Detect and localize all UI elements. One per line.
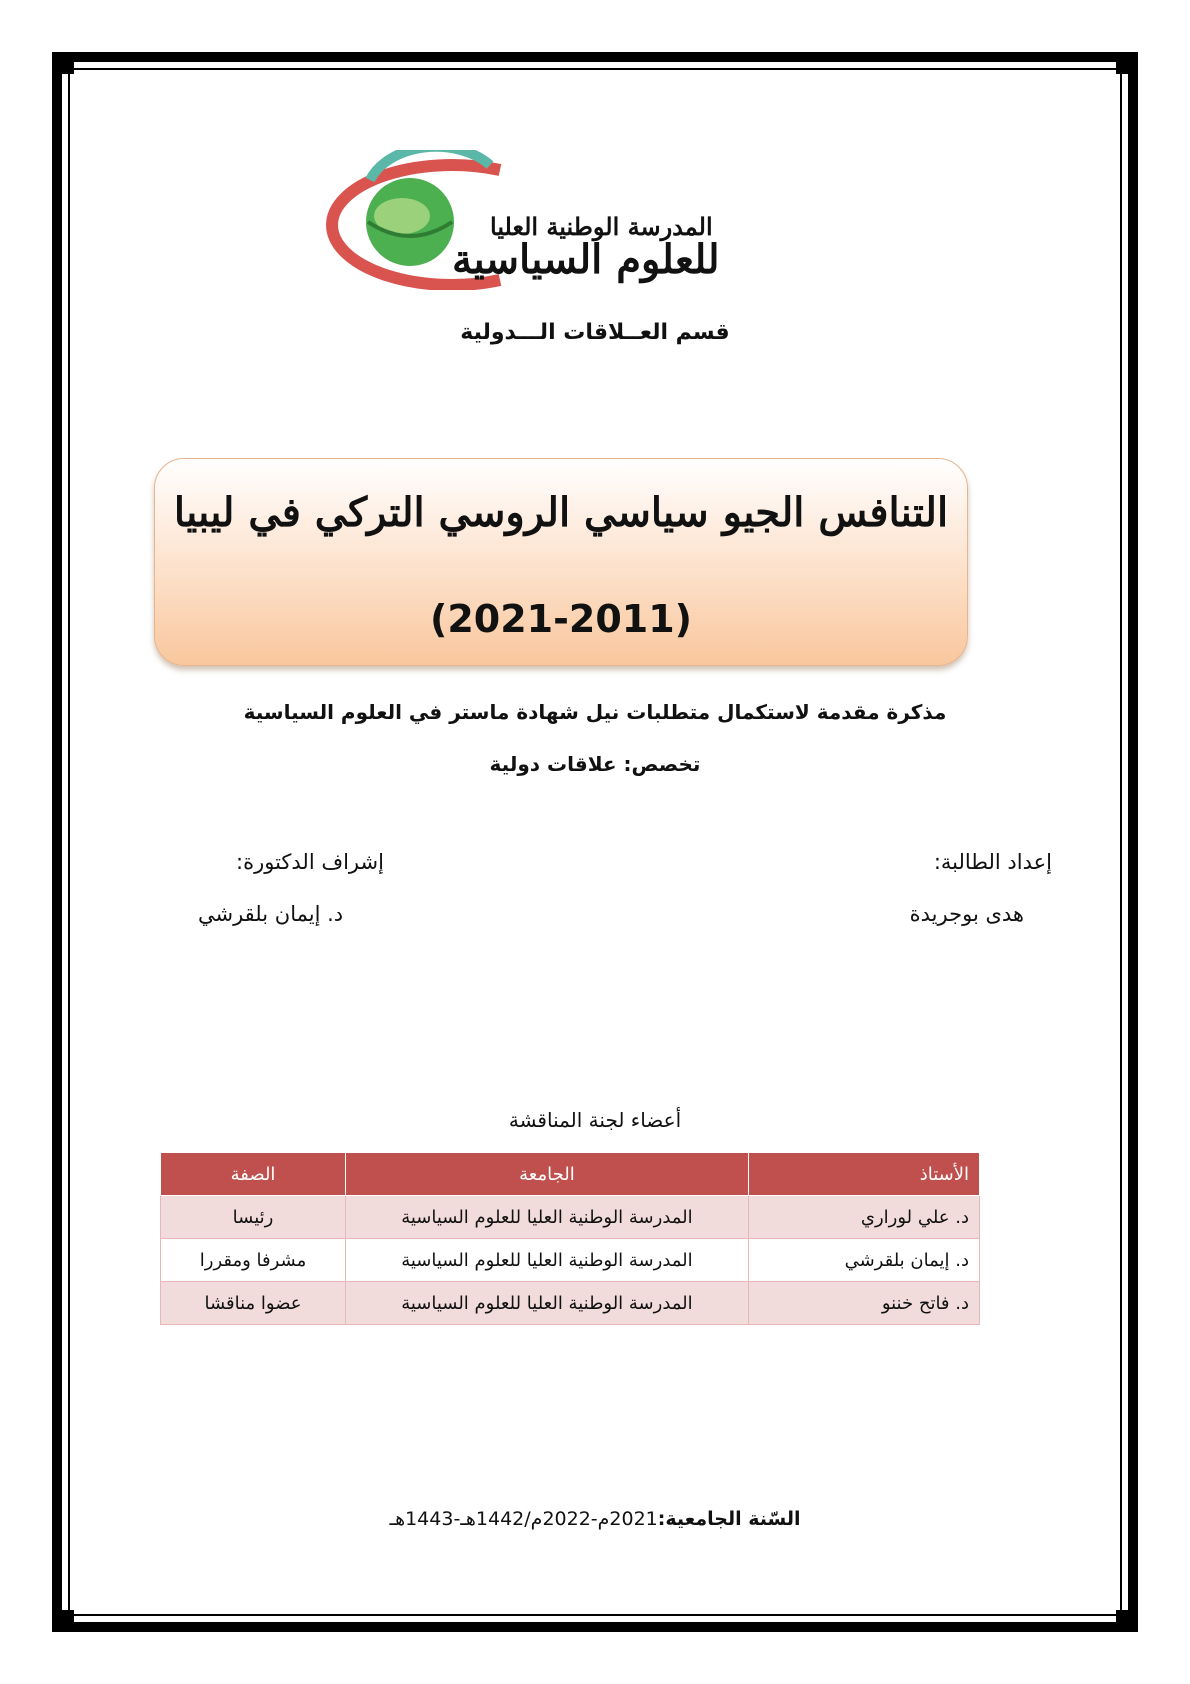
- student-label: إعداد الطالبة:: [933, 850, 1052, 874]
- university-cell: المدرسة الوطنية العليا للعلوم السياسية: [346, 1239, 749, 1282]
- corner-ornament: [52, 52, 74, 74]
- corner-ornament: [1116, 1610, 1138, 1632]
- logo-line2: للعلوم السياسية: [452, 236, 720, 283]
- academic-year-value: 2021م-2022م/1442هـ-1443هـ: [389, 1508, 658, 1530]
- department-name: قسم العــلاقات الـــدولية: [460, 320, 730, 345]
- committee-table: [160, 1152, 980, 1325]
- table-row: [161, 1239, 980, 1282]
- header-professor: الأستاذ: [748, 1153, 979, 1196]
- specialty: تخصص: علاقات دولية: [489, 752, 701, 776]
- corner-ornament: [1116, 52, 1138, 74]
- thesis-years: (2021-2011): [429, 597, 693, 641]
- corner-ornament: [52, 1610, 74, 1632]
- academic-year-label: السّنة الجامعية:: [657, 1508, 801, 1530]
- logo-line1: المدرسة الوطنية العليا: [490, 212, 713, 241]
- committee-title: أعضاء لجنة المناقشة: [508, 1108, 682, 1132]
- role-cell: رئيسا: [161, 1196, 346, 1239]
- university-cell: المدرسة الوطنية العليا للعلوم السياسية: [346, 1282, 749, 1325]
- role-cell: مشرفا ومقررا: [161, 1239, 346, 1282]
- supervisor-name: د. إيمان بلقرشي: [198, 902, 344, 926]
- professor-cell: د. علي لوراري: [748, 1196, 979, 1239]
- student-name: هدى بوجريدة: [909, 902, 1024, 926]
- university-cell: المدرسة الوطنية العليا للعلوم السياسية: [346, 1196, 749, 1239]
- professor-cell: د. فاتح خننو: [748, 1282, 979, 1325]
- table-row: [161, 1196, 980, 1239]
- professor-cell: د. إيمان بلقرشي: [748, 1239, 979, 1282]
- academic-year: [0, 1508, 1190, 1530]
- supervisor-label: إشراف الدكتورة:: [236, 850, 384, 874]
- header-role: الصفة: [161, 1153, 346, 1196]
- table-row: [161, 1282, 980, 1325]
- title-box: [154, 458, 968, 666]
- thesis-title: التنافس الجيو سياسي الروسي التركي في ليبيا: [173, 489, 949, 536]
- header-university: الجامعة: [346, 1153, 749, 1196]
- memo-description: مذكرة مقدمة لاستكمال متطلبات نيل شهادة ماستر في العلوم السياسية: [243, 700, 947, 724]
- role-cell: عضوا مناقشا: [161, 1282, 346, 1325]
- page-border-inner: [68, 68, 1122, 1616]
- table-header-row: [161, 1153, 980, 1196]
